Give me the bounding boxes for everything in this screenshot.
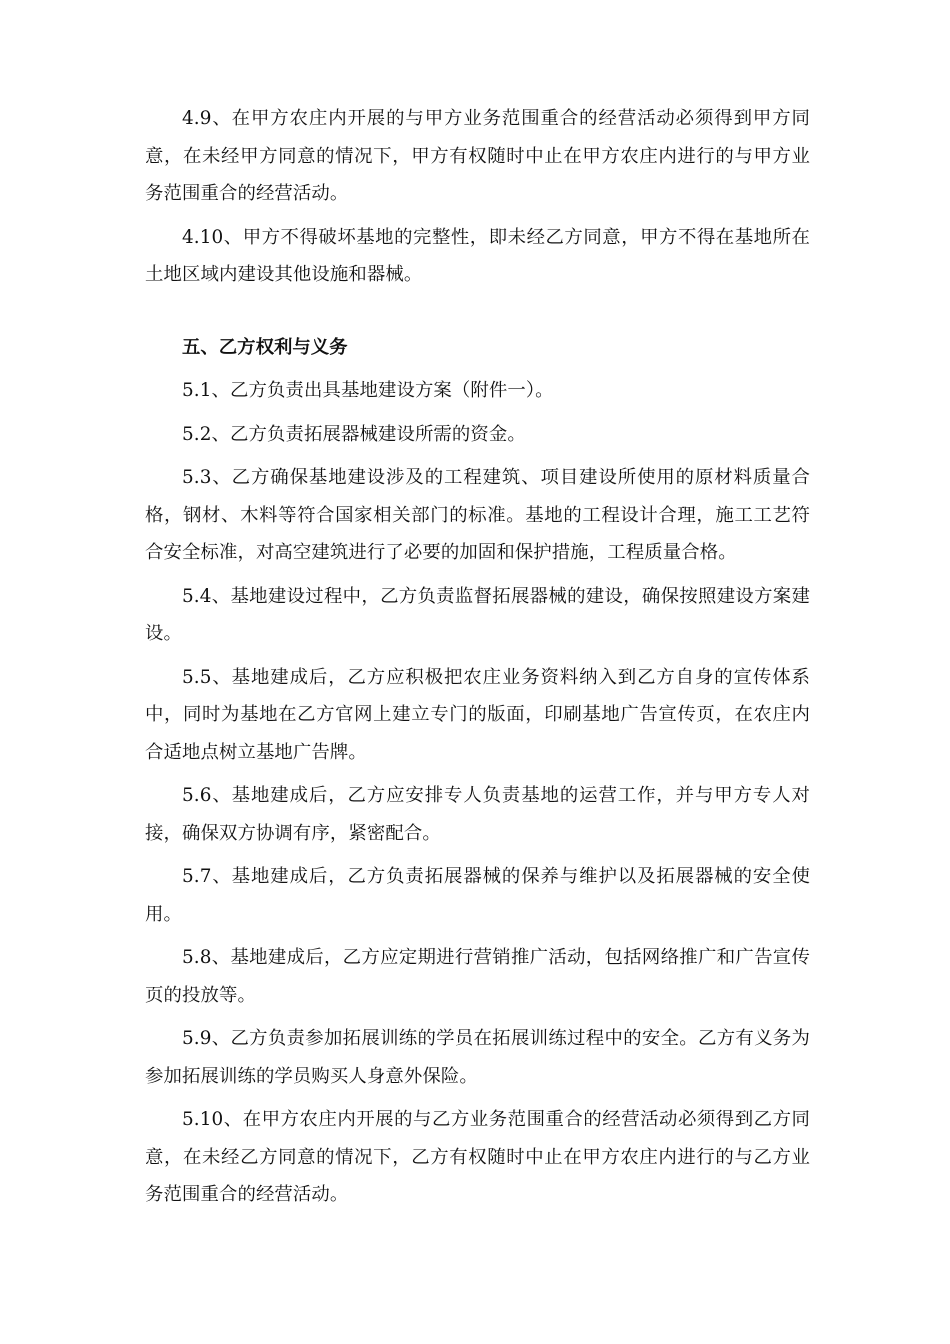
clause-5-3: 5.3、乙方确保基地建设涉及的工程建筑、项目建设所使用的原材料质量合格，钢材、木料等符合国家相关部门的标准。基地的工程设计合理，施工工艺符合安全标准，对高空建筑进行了必要的加固和保护措施，工程质量合格。 (145, 467, 810, 563)
clause-4-10: 4.10、甲方不得破坏基地的完整性，即未经乙方同意，甲方不得在基地所在土地区域内建设其他设施和器械。 (145, 226, 810, 285)
clause-5-8: 5.8、基地建成后，乙方应定期进行营销推广活动，包括网络推广和广告宣传页的投放等。 (145, 947, 810, 1006)
clause-5-4: 5.4、基地建设过程中，乙方负责监督拓展器械的建设，确保按照建设方案建设。 (145, 585, 810, 644)
document-body (145, 100, 810, 1220)
section-5-heading: 五、乙方权利与义务 (182, 336, 348, 358)
clause-4-9: 4.9、在甲方农庄内开展的与甲方业务范围重合的经营活动必须得到甲方同意，在未经甲方同意的情况下，甲方有权随时中止在甲方农庄内进行的与甲方业务范围重合的经营活动。 (145, 108, 810, 204)
clause-5-7: 5.7、基地建成后，乙方负责拓展器械的保养与维护以及拓展器械的安全使用。 (145, 866, 810, 925)
clause-5-6: 5.6、基地建成后，乙方应安排专人负责基地的运营工作，并与甲方专人对接，确保双方协调有序，紧密配合。 (145, 785, 810, 844)
clause-5-2: 5.2、乙方负责拓展器械建设所需的资金。 (182, 423, 526, 445)
clause-5-1: 5.1、乙方负责出具基地建设方案（附件一）。 (182, 380, 554, 401)
clause-5-10: 5.10、在甲方农庄内开展的与乙方业务范围重合的经营活动必须得到乙方同意，在未经乙方同意的情况下，乙方有权随时中止在甲方农庄内进行的与乙方业务范围重合的经营活动。 (145, 1109, 810, 1205)
clause-5-5: 5.5、基地建成后，乙方应积极把农庄业务资料纳入到乙方自身的宣传体系中，同时为基地在乙方官网上建立专门的版面，印刷基地广告宣传页，在农庄内合适地点树立基地广告牌。 (145, 666, 810, 763)
clause-5-9: 5.9、乙方负责参加拓展训练的学员在拓展训练过程中的安全。乙方有义务为参加拓展训练的学员购买人身意外保险。 (145, 1028, 810, 1087)
